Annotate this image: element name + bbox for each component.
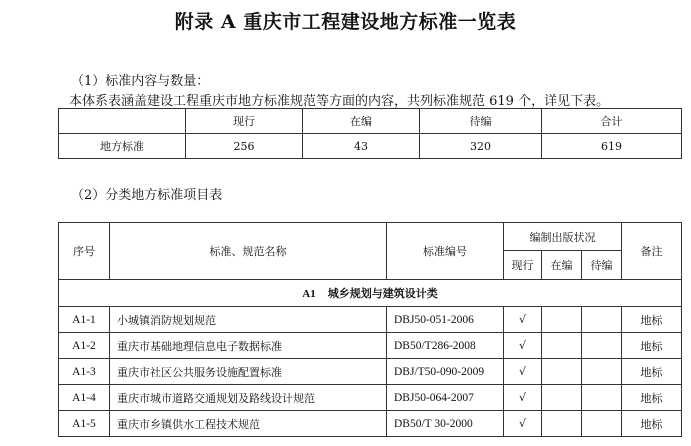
header-name: 标准、规范名称 <box>110 223 387 280</box>
group-code: A1 <box>302 288 316 300</box>
standards-table <box>58 222 682 437</box>
row-code: DB50/T286-2008 <box>387 333 504 359</box>
summary-pending-count: 320 <box>420 134 542 159</box>
table-row <box>59 307 682 333</box>
row-name: 重庆市乡镇供水工程技术规范 <box>110 411 387 437</box>
row-pending <box>582 359 622 385</box>
row-index: A1-5 <box>59 411 110 437</box>
row-name: 重庆市社区公共服务设施配置标准 <box>110 359 387 385</box>
row-remark: 地标 <box>622 411 682 437</box>
summary-row-label: 地方标准 <box>59 134 186 159</box>
header-status: 编制出版状况 <box>504 223 622 251</box>
summary-total-count: 619 <box>542 134 682 159</box>
summary-current-count: 256 <box>186 134 303 159</box>
header-code: 标准编号 <box>387 223 504 280</box>
row-drafting <box>542 359 582 385</box>
summary-header-row <box>59 109 682 134</box>
header-remark: 备注 <box>622 223 682 280</box>
table-header-row-1 <box>59 223 682 251</box>
row-name: 重庆市城市道路交通规划及路线设计规范 <box>110 385 387 411</box>
summary-header-drafting: 在编 <box>303 109 420 134</box>
table-row <box>59 333 682 359</box>
summary-table <box>58 108 682 159</box>
row-index: A1-4 <box>59 385 110 411</box>
section2-heading: （2）分类地方标准项目表 <box>71 188 223 203</box>
row-current-check: √ <box>504 359 542 385</box>
row-current-check: √ <box>504 411 542 437</box>
header-pending: 待编 <box>582 251 622 280</box>
header-index: 序号 <box>59 223 110 280</box>
summary-data-row <box>59 134 682 159</box>
row-remark: 地标 <box>622 385 682 411</box>
row-index: A1-2 <box>59 333 110 359</box>
table-row <box>59 385 682 411</box>
row-code: DB50/T 30-2000 <box>387 411 504 437</box>
group-row <box>59 280 682 307</box>
row-pending <box>582 307 622 333</box>
row-current-check: √ <box>504 333 542 359</box>
row-name: 重庆市基础地理信息电子数据标准 <box>110 333 387 359</box>
row-drafting <box>542 411 582 437</box>
header-current: 现行 <box>504 251 542 280</box>
row-drafting <box>542 307 582 333</box>
row-current-check: √ <box>504 307 542 333</box>
row-remark: 地标 <box>622 359 682 385</box>
group-label <box>59 280 682 307</box>
section1-heading: （1）标准内容与数量： <box>71 74 210 89</box>
table-row <box>59 411 682 437</box>
row-code: DBJ/T50-090-2009 <box>387 359 504 385</box>
row-remark: 地标 <box>622 307 682 333</box>
row-pending <box>582 411 622 437</box>
row-pending <box>582 333 622 359</box>
summary-header-pending: 待编 <box>420 109 542 134</box>
row-index: A1-3 <box>59 359 110 385</box>
summary-header-blank <box>59 109 186 134</box>
summary-drafting-count: 43 <box>303 134 420 159</box>
summary-header-current: 现行 <box>186 109 303 134</box>
row-pending <box>582 385 622 411</box>
row-current-check: √ <box>504 385 542 411</box>
row-index: A1-1 <box>59 307 110 333</box>
page-title: 附录 A 重庆市工程建设地方标准一览表 <box>174 11 517 33</box>
row-remark: 地标 <box>622 333 682 359</box>
summary-header-total: 合计 <box>542 109 682 134</box>
row-drafting <box>542 333 582 359</box>
row-code: DBJ50-064-2007 <box>387 385 504 411</box>
row-drafting <box>542 385 582 411</box>
row-code: DBJ50-051-2006 <box>387 307 504 333</box>
group-name: 城乡规划与建筑设计类 <box>327 287 438 300</box>
section1-description: 本体系表涵盖建设工程重庆市地方标准规范等方面的内容，共列标准规范 619 个，详见下表。 <box>69 94 610 109</box>
table-row <box>59 359 682 385</box>
header-drafting: 在编 <box>542 251 582 280</box>
row-name: 小城镇消防规划规范 <box>110 307 387 333</box>
